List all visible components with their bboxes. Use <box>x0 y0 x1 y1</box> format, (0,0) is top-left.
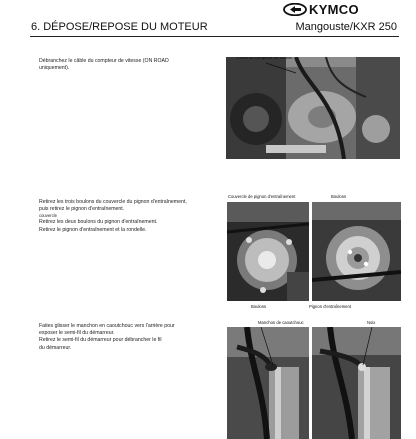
label-bolts-bottom: Boulons <box>251 304 267 309</box>
step3-line-3: Retirez le semi-fil du démarreur pour débrancher le fil <box>39 337 162 344</box>
step2-text <box>39 199 229 234</box>
model-name: Mangouste/KXR 250 <box>295 21 397 33</box>
drive-sprocket-photo <box>312 202 401 301</box>
step2-line-4: Retirez les deux boulons du pignon d'entraînement. <box>39 219 158 226</box>
label-nut: Noix <box>367 320 376 325</box>
step1-text <box>39 58 219 72</box>
sprocket-cover-photo <box>227 202 309 301</box>
step1-line-1: Débranchez le câble du compteur de vitesse (ON ROAD <box>39 58 169 64</box>
header-divider <box>30 36 399 37</box>
step3-line-4: du démarreur. <box>39 344 72 351</box>
step2-line-1: Retirez les trois boulons du couvercle du pignon d'entraînement, <box>39 199 187 205</box>
rubber-sleeve-photo <box>227 327 309 439</box>
kymco-logo-icon <box>283 3 307 16</box>
step2-line-5: Retirez le pignon d'entraînement et la rondelle. <box>39 226 147 233</box>
label-rubber-sleeve: Manchon de caoutchouc <box>258 320 304 325</box>
step3-line-2: exposer le semi-fil du démarreur. <box>39 330 115 337</box>
speedometer-cable-photo <box>226 57 400 159</box>
section-title: 6. DÉPOSE/REPOSE DU MOTEUR <box>31 21 208 33</box>
brand-logo-text: KYMCO <box>309 2 359 17</box>
label-speedometer-cable: Câble du compteur de vitesse <box>237 57 293 60</box>
step3-text <box>39 323 224 352</box>
label-sprocket-cover: Couvercle de pignon d'entraînement <box>228 194 296 199</box>
step2-line-3: couvercle <box>39 213 57 219</box>
label-drive-sprocket: Pignon d'entraînement <box>309 304 352 309</box>
step1-line-2: uniquement). <box>39 65 70 72</box>
step2-line-2: puis retirez le pignon d'entraînement. <box>39 206 125 213</box>
starter-wire-photo <box>312 327 401 439</box>
label-bolts-top: Boulons <box>331 194 347 199</box>
step3-line-1: Faites glisser le manchon en caoutchouc vers l'arrière pour <box>39 323 175 329</box>
